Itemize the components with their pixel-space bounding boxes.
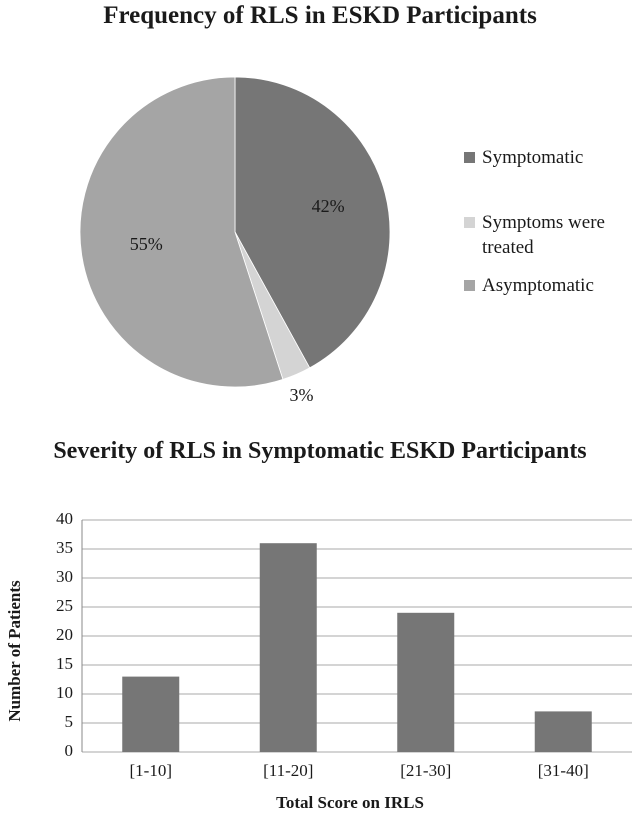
x-tick-label-1-10: [1-10] <box>129 761 172 780</box>
y-tick-label-10: 10 <box>56 682 73 702</box>
y-tick-label-35: 35 <box>56 537 73 557</box>
legend-label-symptoms-treated: Symptoms were treated <box>482 212 605 258</box>
x-tick-label-21-30: [21-30] <box>400 761 452 780</box>
bar-1-10 <box>122 677 179 752</box>
y-tick-label-40: 40 <box>56 508 73 528</box>
legend-swatch-asymptomatic <box>464 280 475 291</box>
y-tick-label-0: 0 <box>64 740 73 760</box>
pie-chart-title: Frequency of RLS in ESKD Participants <box>103 2 537 29</box>
legend-label-symptomatic: Symptomatic <box>482 147 584 168</box>
pie-label-asymptomatic: 55% <box>129 234 163 255</box>
y-tick-label-20: 20 <box>56 624 73 644</box>
y-tick-label-5: 5 <box>64 711 73 731</box>
pie-label-symptomatic: 42% <box>311 196 345 217</box>
y-tick-label-15: 15 <box>56 653 73 673</box>
bar-31-40 <box>535 711 592 752</box>
bar-chart-title: Severity of RLS in Symptomatic ESKD Participants <box>53 438 587 464</box>
pie-label-symptoms-were-treated: 3% <box>289 384 314 405</box>
legend-swatch-symptoms-treated <box>464 217 475 228</box>
y-tick-label-25: 25 <box>56 595 73 615</box>
y-tick-label-30: 30 <box>56 566 73 586</box>
bar-21-30 <box>397 613 454 752</box>
y-axis-title: Number of Patients <box>5 580 24 722</box>
x-tick-label-11-20: [11-20] <box>263 761 314 780</box>
legend-label-asymptomatic: Asymptomatic <box>482 275 594 296</box>
bar-11-20 <box>260 543 317 752</box>
x-axis-title: Total Score on IRLS <box>276 793 424 812</box>
legend-swatch-symptomatic <box>464 152 475 163</box>
x-tick-label-31-40: [31-40] <box>537 761 589 780</box>
